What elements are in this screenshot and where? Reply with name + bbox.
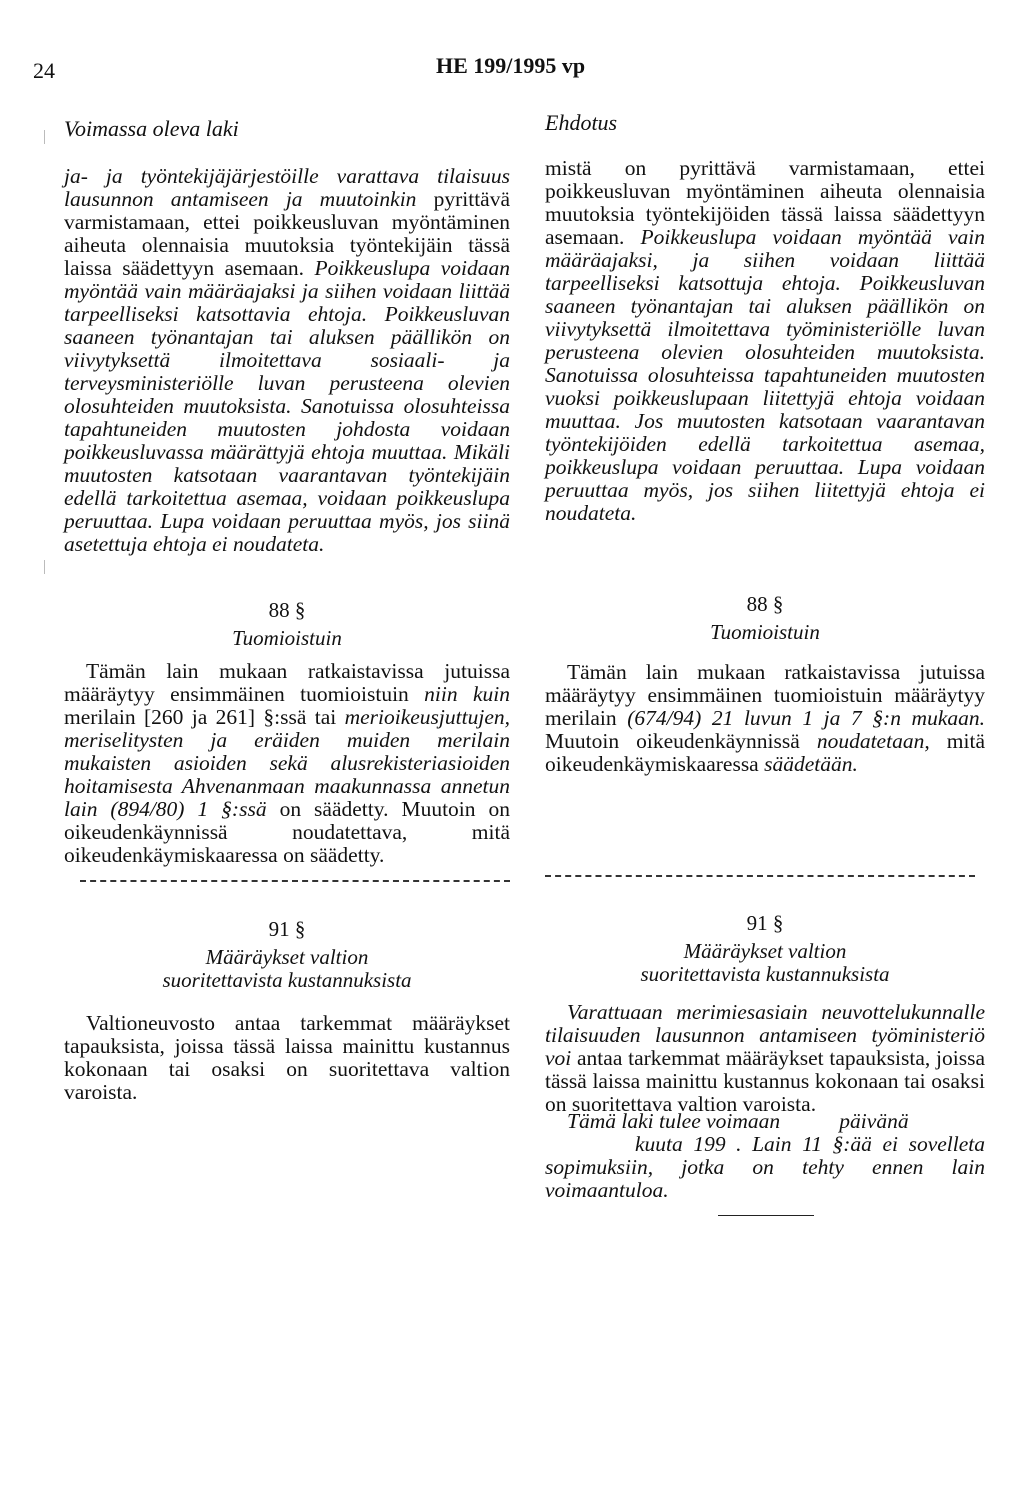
text-run: antaa tarkemmat määräykset tapauksista, joissa tässä laissa mainittu kustannus kokonaan tai osaksi on suoritettava valtion varoista. bbox=[545, 1046, 985, 1116]
left-section-91-title-line1: Määräykset valtion bbox=[205, 945, 369, 969]
entry-into-force-clause bbox=[545, 1110, 985, 1202]
text-run: Varattuaan merimiesasiain neuvottelukunnalle tilaisuuden lausunnon antamiseen työministeriö voi bbox=[545, 1000, 985, 1070]
left-section-91-title-line2: suoritettavista kustannuksista bbox=[162, 968, 412, 992]
left-column-title: Voimassa oleva laki bbox=[64, 116, 239, 141]
document-id: HE 199/1995 vp bbox=[436, 53, 586, 78]
text-run: Muutoin oikeudenkäynnissä bbox=[545, 729, 817, 753]
entry-line-2: kuuta 199 . Lain 11 §:ää ei sovelleta sopimuksiin, jotka on tehty ennen lain voimaantuloa. bbox=[545, 1132, 985, 1202]
right-section-91-text bbox=[545, 1001, 985, 1116]
text-run: mitä oikeudenkäymiskaaressa bbox=[545, 729, 985, 776]
text-run: noudatetaan, bbox=[816, 729, 930, 753]
right-section-91-title-line2: suoritettavista kustannuksista bbox=[640, 962, 890, 986]
rich-text bbox=[64, 1012, 510, 1104]
text-run: (674/94) 21 luvun 1 ja 7 §:n mukaan. bbox=[627, 706, 985, 730]
margin-mark bbox=[44, 130, 45, 144]
omission-dash-line bbox=[80, 880, 510, 882]
left-section-88-number: 88 § bbox=[268, 598, 306, 622]
right-section-88-number: 88 § bbox=[746, 592, 784, 616]
left-section-88-text bbox=[64, 660, 510, 867]
right-section-88-text bbox=[545, 661, 985, 776]
page-number: 24 bbox=[33, 58, 55, 83]
right-section-91-title-line1: Määräykset valtion bbox=[683, 939, 847, 963]
text-run: Tämän lain mukaan ratkaistavissa jutuissa määräytyy ensimmäinen tuomioistuin määräytyy merilain bbox=[545, 660, 985, 730]
rich-text bbox=[545, 661, 985, 776]
text-run: on säädetty. Muutoin on oikeudenkäynnissä noudatettava, mitä oikeudenkäymiskaaressa on säädetty. bbox=[64, 797, 511, 867]
closing-rule bbox=[718, 1215, 814, 1216]
right-column-title: Ehdotus bbox=[545, 110, 618, 135]
left-section-88-title: Tuomioistuin bbox=[232, 626, 342, 650]
text-run: säädetään. bbox=[764, 752, 858, 776]
right-paragraph-proposal bbox=[545, 157, 985, 525]
text-run: merilain [260 ja 261] §:ssä tai bbox=[64, 705, 345, 729]
text-run: ja- ja työntekijäjärjestöille varattava tilaisuus lausunnon antamiseen ja muutoinkin bbox=[64, 164, 510, 211]
right-section-88-title: Tuomioistuin bbox=[710, 620, 820, 644]
text-run: merioikeusjuttujen, meriselitysten ja eräiden muiden merilain mukaisten asioiden sekä alusrekisteriasioiden hoitamisesta Ahvenanmaan maakunnassa annetun lain (894/80) 1 §:ssä bbox=[64, 705, 510, 821]
entry-line-1: Tämä laki tulee voimaan päivänä bbox=[567, 1109, 909, 1133]
omission-dash-line bbox=[545, 875, 975, 877]
text-run: Valtioneuvosto antaa tarkemmat määräykset tapauksista, joissa tässä laissa mainittu kustannus kokonaan tai osaksi on suoritettava valtion varoista. bbox=[64, 1011, 510, 1104]
text-run: pyrittävä varmistamaan, ettei poikkeusluvan myöntäminen aiheuta olennaisia muutoksia työntekijäin tässä laissa säädettyyn asemaan. bbox=[64, 187, 511, 280]
margin-mark bbox=[44, 560, 45, 574]
text-run: Poikkeuslupa voidaan myöntää vain määräajaksi, ja siihen voidaan liittää tarpeelliseksi katsottuja ehtoja. Poikkeusluvan saaneen työnantajan tai aluksen päällikön on viivytyksettä ilmoitettava työministeriölle luvan perusteena olevien olosuhteiden muutoksista. Sanotuissa olosuhteissa tapahtuneiden muutosten vuoksi poikkeuslupaan liitettyjä ehtoja voidaan muuttaa. Jos muutosten katsotaan vaarantavan työntekijöiden edellä tarkoitettua asemaa, poikkeuslupa voidaan peruuttaa. Lupa voidaan peruuttaa myös, jos siihen liitettyjä ehtoja ei noudateta. bbox=[545, 225, 985, 525]
text-run: Poikkeuslupa voidaan myöntää vain määräajaksi ja siihen voidaan liittää tarpeelliseksi katsottavia ehtoja. Poikkeusluvan saaneen työnantajan tai aluksen päällikön on viivytyksettä ilmoitettava sosiaali- ja terveysministeriölle luvan perusteena olevien olosuhteiden muutoksista. Sanotuissa olosuhteissa tapahtuneiden muutosten johdosta voidaan poikkeusluvassa määrättyjä ehtoja muuttaa. Mikäli muutosten katsotaan vaarantavan työntekijäin edellä tarkoitettua asemaa, voidaan poikkeuslupa peruuttaa. Lupa voidaan peruuttaa myös, jos siinä asetettuja ehtoja ei noudateta. bbox=[64, 256, 510, 556]
rich-text bbox=[545, 1001, 985, 1116]
rich-text bbox=[64, 660, 510, 867]
left-paragraph-current-law bbox=[64, 165, 510, 556]
rich-text bbox=[545, 157, 985, 525]
text-run: niin kuin bbox=[424, 682, 510, 706]
left-section-91-number: 91 § bbox=[268, 917, 306, 941]
rich-text bbox=[64, 165, 510, 556]
left-section-91-text bbox=[64, 1012, 510, 1104]
text-run: mistä on pyrittävä varmistamaan, ettei poikkeusluvan myöntäminen aiheuta olennaisia muutoksia työntekijöiden tässä laissa säädettyyn asemaan. bbox=[545, 156, 985, 249]
text-run: Tämän lain mukaan ratkaistavissa jutuissa määräytyy ensimmäinen tuomioistuin bbox=[64, 659, 510, 706]
right-section-91-number: 91 § bbox=[746, 911, 784, 935]
